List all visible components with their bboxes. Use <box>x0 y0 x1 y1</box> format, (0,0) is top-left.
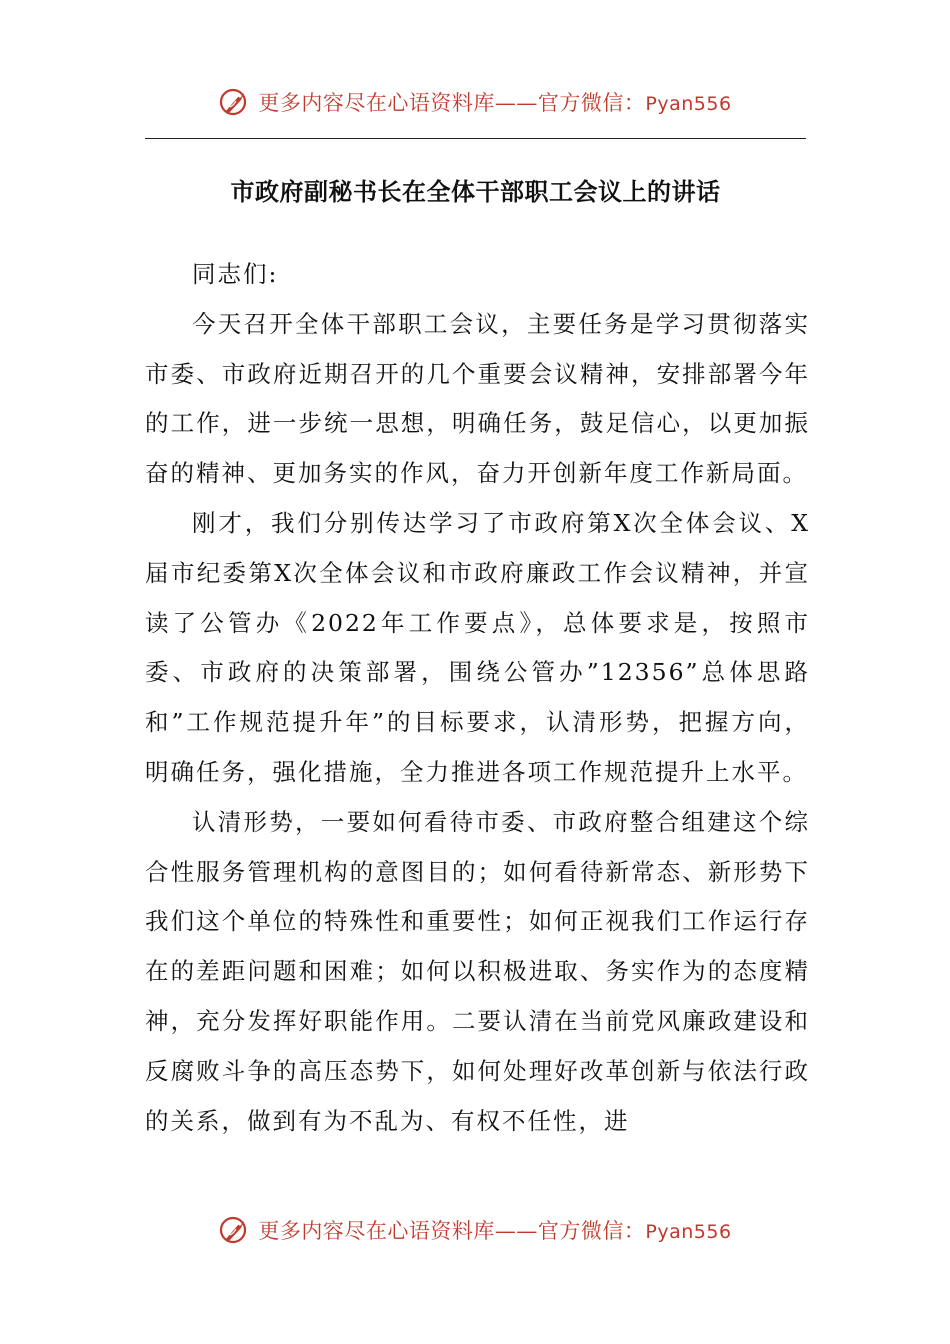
document-title: 市政府副秘书长在全体干部职工会议上的讲话 <box>230 177 721 206</box>
document-body <box>145 250 810 1146</box>
paragraph-2: 刚才，我们分别传达学习了市政府第X次全体会议、X届市纪委第X次全体会议和市政府廉政工作会议精神，并宣读了公管办《2022年工作要点》，总体要求是，按照市委、市政府的决策部署，围绕公管办”12356”总体思路和”工作规范提升年”的目标要求，认清形势，把握方向，明确任务，强化措施，全力推进各项工作规范提升上水平。 <box>145 508 810 786</box>
paragraph-1: 今天召开全体干部职工会议，主要任务是学习贯彻落实市委、市政府近期召开的几个重要会议精神，安排部署今年的工作，进一步统一思想，明确任务，鼓足信心，以更加振奋的精神、更加务实的作风，奋力开创新年度工作新局面。 <box>145 309 810 488</box>
watermark-text: 更多内容尽在心语资料库——官方微信：Pyan556 <box>258 91 732 115</box>
watermark-text: 更多内容尽在心语资料库——官方微信：Pyan556 <box>258 1219 732 1243</box>
wechat-id: Pyan556 <box>645 93 732 115</box>
pen-nib-logo-icon <box>218 85 252 119</box>
pen-nib-logo-icon <box>218 1213 252 1247</box>
header-divider <box>145 138 806 139</box>
wechat-id: Pyan556 <box>645 1221 732 1243</box>
paragraph-3: 认清形势，一要如何看待市委、市政府整合组建这个综合性服务管理机构的意图目的；如何看待新常态、新形势下我们这个单位的特殊性和重要性；如何正视我们工作运行存在的差距问题和困难；如何以积极进取、务实作为的态度精神，充分发挥好职能作用。二要认清在当前党风廉政建设和反腐败斗争的高压态势下，如何处理好改革创新与依法行政的关系，做到有为不乱为、有权不任性，进 <box>145 807 810 1135</box>
salutation: 同志们: <box>192 260 279 288</box>
header-watermark <box>0 82 950 122</box>
footer-watermark <box>0 1210 950 1250</box>
